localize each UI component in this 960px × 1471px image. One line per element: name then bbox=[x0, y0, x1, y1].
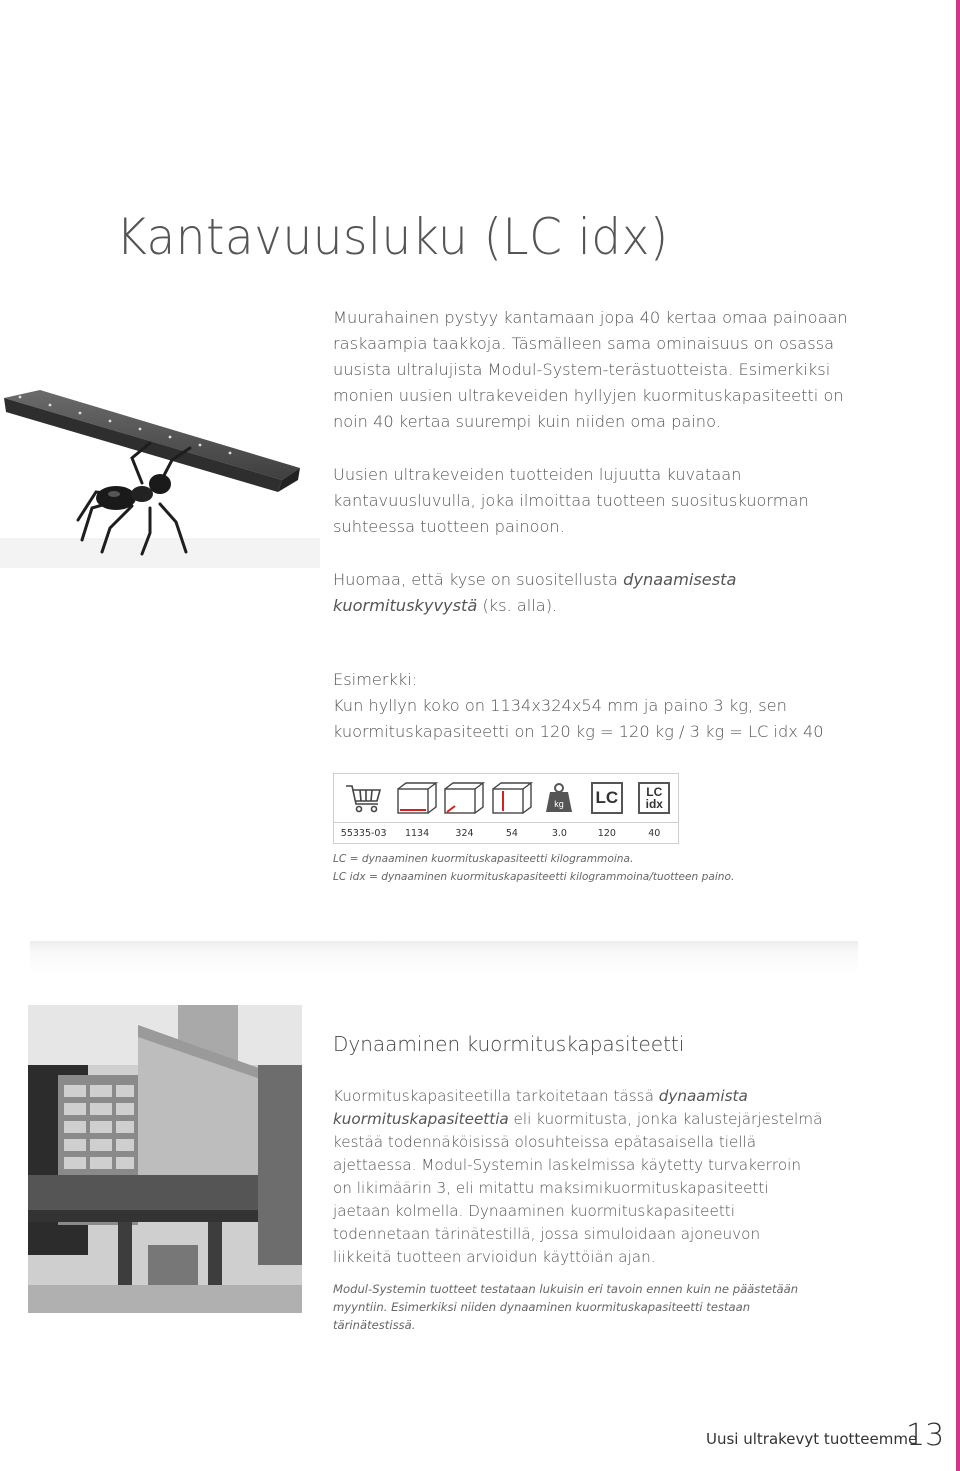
intro-paragraph-2: Uusien ultrakeveiden tuotteiden lujuutta kuvataan kantavuusluvulla, joka ilmoittaa tuotteen suosituskuorman suhteessa tuotteen painoon. bbox=[333, 465, 809, 536]
lc-idx-icon bbox=[631, 774, 678, 822]
value-weight: 3.0 bbox=[551, 827, 567, 839]
dynamic-paragraph-tail: eli kuormitusta, jonka kalustejärjestelmä kestää todennäköisissä olosuhteissa epätasaisella tiellä ajettaessa. Modul-Systemin laskelmissa käytetty turvakerroin on likimäärin 3, eli mitattu maksimikuormituskapasiteetti jaetaan kolmella. Dynaaminen kuormituskapasiteetti todennetaan tärinätestillä, jossa simuloidaan ajoneuvon liikkeitä tuotteen arvioidun käyttöiän ajan. bbox=[333, 1110, 823, 1266]
legend-lc-idx: LC idx = dynaaminen kuormituskapasiteetti kilogrammoina/tuotteen paino. bbox=[333, 871, 735, 883]
page-title: Kantavuusluku (LC idx) bbox=[116, 208, 669, 266]
photo-caption: Modul-Systemin tuotteet testataan lukuisin eri tavoin ennen kuin ne päästetään myyntiin. Esimerkiksi niiden dynaaminen kuormituskapasiteetti testaan tärinätestissä. bbox=[333, 1282, 799, 1332]
example-heading: Esimerkki: bbox=[333, 670, 418, 689]
lc-label: LC bbox=[591, 782, 623, 814]
spec-icons-row bbox=[334, 774, 678, 823]
example-text: Kun hyllyn koko on 1134x324x54 mm ja paino 3 kg, sen kuormituskapasiteetti on 120 kg = 120 kg / 3 kg = LC idx 40 bbox=[333, 696, 824, 741]
dynamic-note-lead: Huomaa, että kyse on suositellusta bbox=[333, 570, 624, 589]
value-depth: 324 bbox=[455, 827, 474, 839]
page-number: 13 bbox=[906, 1418, 945, 1453]
value-lc: 120 bbox=[597, 827, 616, 839]
depth-box-icon bbox=[441, 774, 488, 822]
lc-idx-bottom: idx bbox=[645, 797, 663, 811]
dynamic-note-emphasis: dynaamisesta kuormituskyvystä bbox=[333, 570, 737, 615]
accent-edge-bar bbox=[956, 0, 960, 1471]
legend-lc: LC = dynaaminen kuormituskapasiteetti kilogrammoina. bbox=[333, 853, 634, 865]
cart-icon bbox=[334, 774, 393, 822]
dynamic-paragraph-emphasis: dynaamista kuormituskapasiteettia bbox=[333, 1087, 748, 1128]
height-box-icon bbox=[488, 774, 535, 822]
lc-idx-top: LC bbox=[646, 785, 663, 799]
value-article-number: 55335-03 bbox=[340, 827, 387, 839]
dynamic-paragraph bbox=[333, 1085, 823, 1269]
length-box-icon bbox=[393, 774, 440, 822]
footer-label: Uusi ultrakevyt tuotteemme bbox=[706, 1430, 918, 1448]
vibration-test-photo bbox=[28, 1005, 302, 1313]
section-title-dynamic-capacity: Dynaaminen kuormituskapasiteetti bbox=[333, 1032, 685, 1056]
lc-icon bbox=[583, 774, 630, 822]
section-divider bbox=[30, 941, 858, 976]
dynamic-note-tail: (ks. alla). bbox=[477, 596, 558, 615]
dynamic-paragraph-lead: Kuormituskapasiteetilla tarkoitetaan tässä bbox=[333, 1087, 659, 1105]
dynamic-note bbox=[333, 567, 873, 619]
value-length: 1134 bbox=[404, 827, 430, 839]
weight-label: kg bbox=[554, 799, 565, 809]
spec-table bbox=[333, 773, 679, 844]
ant-carrying-shelf-illustration bbox=[0, 388, 320, 568]
intro-paragraph-1: Muurahainen pystyy kantamaan jopa 40 kertaa omaa painoaan raskaampia taakkoja. Täsmälleen sama ominaisuus on osassa uusista ultralujista Modul-System-terästuotteista. Esimerkiksi monien uusien ultrakeveiden hyllyjen kuormituskapasiteetti on noin 40 kertaa suurempi kuin niiden oma paino. bbox=[333, 308, 848, 431]
weight-icon bbox=[536, 774, 583, 822]
value-lc-idx: 40 bbox=[648, 827, 661, 839]
spec-values-row bbox=[334, 823, 678, 843]
value-height: 54 bbox=[505, 827, 518, 839]
